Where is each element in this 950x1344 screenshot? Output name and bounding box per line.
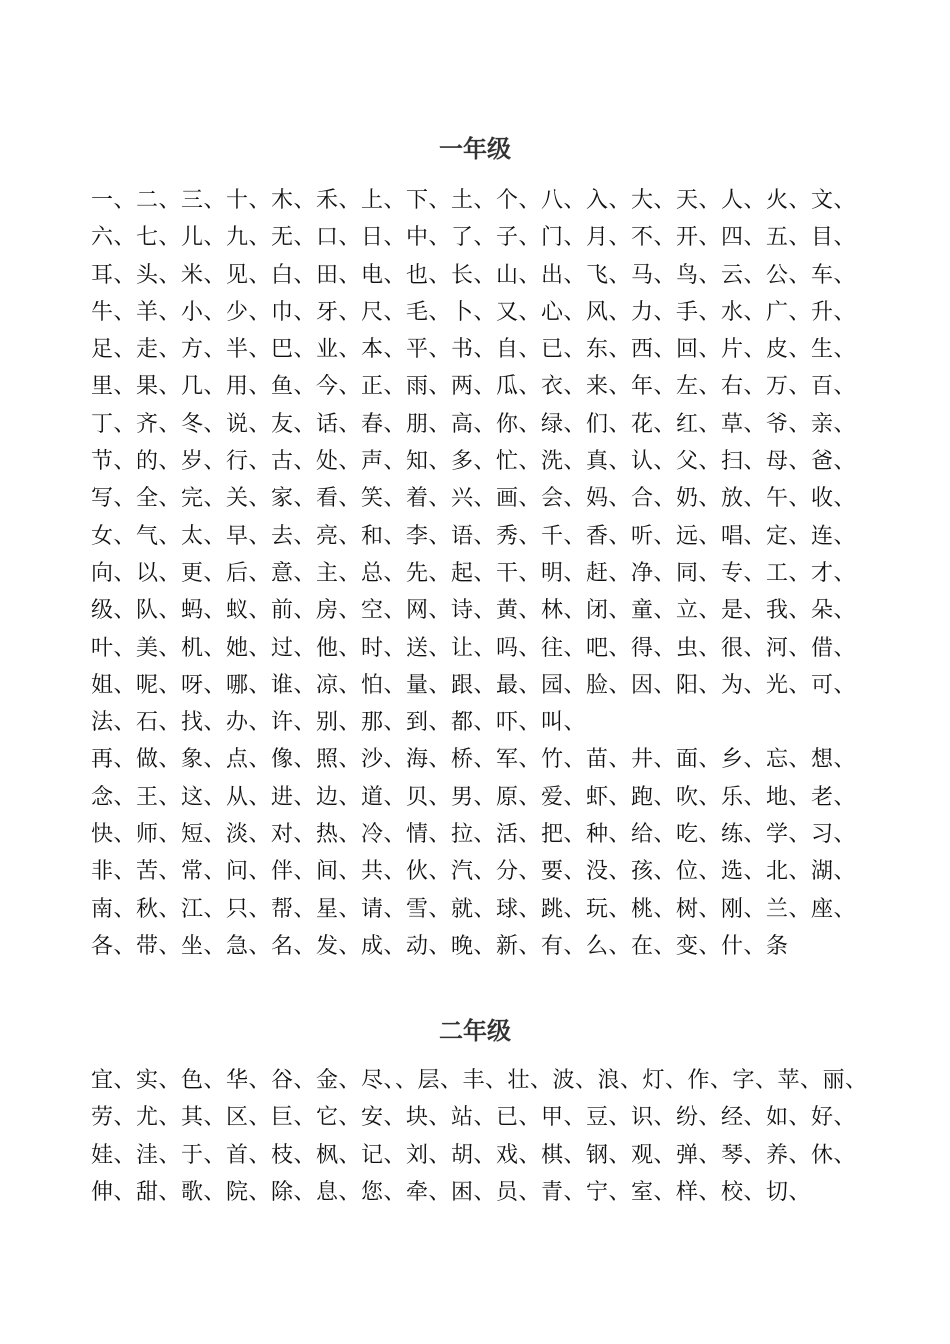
- section-heading-grade-1: 一年级: [439, 134, 511, 163]
- section-heading-grade-2: 二年级: [439, 1016, 511, 1045]
- character-line: 念、王、这、从、进、边、道、贝、男、原、爱、虾、跑、吹、乐、地、老、: [91, 784, 857, 810]
- character-line: 姐、呢、呀、哪、谁、凉、怕、量、跟、最、园、脸、因、阳、为、光、可、: [91, 672, 857, 698]
- character-line: 各、带、坐、急、名、发、成、动、晚、新、有、么、在、变、什、条: [91, 933, 789, 959]
- character-line: 一、二、三、十、木、禾、上、下、土、个、八、入、大、天、人、火、文、: [91, 188, 857, 213]
- character-line: 宜、实、色、华、谷、金、尽、、层、丰、壮、波、浪、灯、作、字、苹、丽、: [91, 1068, 868, 1093]
- character-line: 牛、羊、小、少、巾、牙、尺、毛、卜、又、心、风、力、手、水、广、升、: [91, 299, 857, 325]
- character-list-grade-1: [91, 182, 941, 965]
- character-line: 六、七、儿、九、无、口、日、中、了、子、门、月、不、开、四、五、目、: [91, 225, 857, 251]
- character-line: 非、苦、常、问、伴、间、共、伙、汽、分、要、没、孩、位、选、北、湖、: [91, 859, 857, 885]
- character-line: 伸、甜、歌、院、除、息、您、牵、困、员、青、宁、室、样、校、切、: [91, 1179, 812, 1205]
- character-list-grade-2: [91, 1062, 941, 1211]
- character-line: 叶、美、机、她、过、他、时、送、让、吗、往、吧、得、虫、很、河、借、: [91, 635, 857, 661]
- character-line: 再、做、象、点、像、照、沙、海、桥、军、竹、苗、井、面、乡、忘、想、: [91, 747, 857, 773]
- character-line: 里、果、几、用、鱼、今、正、雨、两、瓜、衣、来、年、左、右、万、百、: [91, 374, 857, 400]
- character-line: 耳、头、米、见、白、田、电、也、长、山、出、飞、马、鸟、云、公、车、: [91, 262, 857, 288]
- character-line: 法、石、找、办、许、别、那、到、都、吓、叫、: [91, 710, 587, 736]
- character-line: 快、师、短、淡、对、热、冷、情、拉、活、把、种、给、吃、练、学、习、: [91, 822, 857, 848]
- character-line: 劳、尤、其、区、巨、它、安、块、站、已、甲、豆、识、纷、经、如、好、: [91, 1105, 857, 1131]
- character-line: 南、秋、江、只、帮、星、请、雪、就、球、跳、玩、桃、树、刚、兰、座、: [91, 896, 857, 922]
- character-line: 向、以、更、后、意、主、总、先、起、干、明、赶、净、同、专、工、才、: [91, 560, 857, 586]
- character-line: 级、队、蚂、蚁、前、房、空、网、诗、黄、林、闭、童、立、是、我、朵、: [91, 598, 857, 624]
- character-line: 节、的、岁、行、古、处、声、知、多、忙、洗、真、认、父、扫、母、爸、: [91, 449, 857, 475]
- character-line: 娃、洼、于、首、枝、枫、记、刘、胡、戏、棋、钢、观、弹、琴、养、休、: [91, 1142, 857, 1168]
- character-line: 写、全、完、关、家、看、笑、着、兴、画、会、妈、合、奶、放、午、收、: [91, 486, 857, 512]
- character-line: 女、气、太、早、去、亮、和、李、语、秀、千、香、听、远、唱、定、连、: [91, 523, 857, 549]
- character-line: 足、走、方、半、巴、业、本、平、书、自、已、东、西、回、片、皮、生、: [91, 337, 857, 363]
- character-line: 丁、齐、冬、说、友、话、春、朋、高、你、绿、们、花、红、草、爷、亲、: [91, 411, 857, 437]
